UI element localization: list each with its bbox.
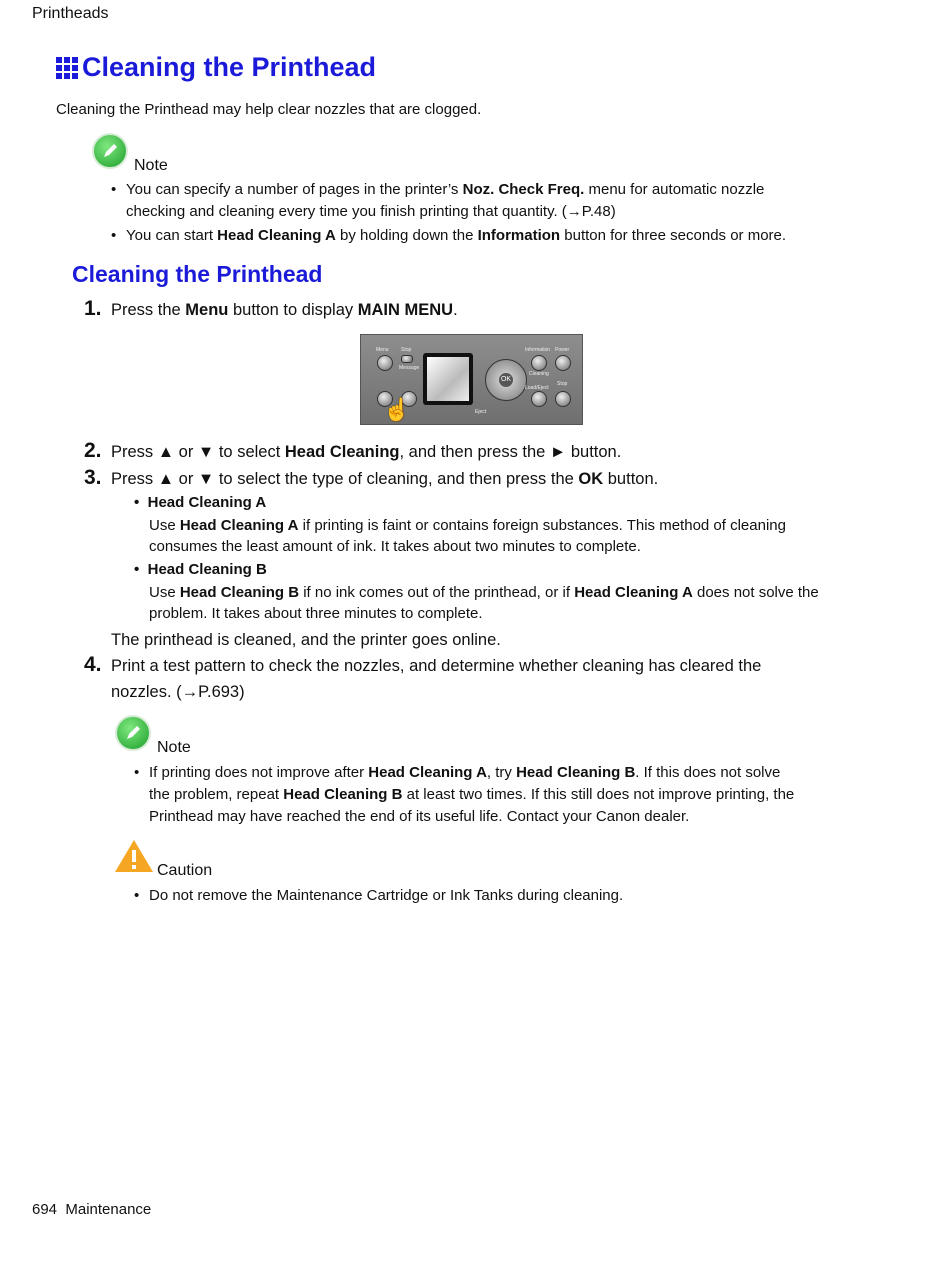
step-number: 2.: [84, 439, 102, 462]
button-name: Menu: [185, 301, 229, 319]
option-name: Head Cleaning A: [179, 517, 299, 534]
text: menu for automatic nozzle: [584, 181, 765, 198]
text: . If this does not solve: [635, 764, 781, 781]
option-heading: [134, 561, 267, 578]
page-title-text: Cleaning the Printhead: [82, 52, 377, 82]
note-bullet: [111, 179, 846, 223]
ok-label: OK: [499, 373, 513, 387]
option-description: [149, 515, 849, 557]
button-name: Information: [477, 227, 561, 244]
panel-button: [531, 391, 547, 407]
menu-name: Head Cleaning: [284, 443, 400, 461]
caution-label: Caution: [157, 862, 213, 879]
panel-label: Stop: [401, 347, 412, 353]
note-label: Note: [157, 739, 191, 756]
page-number: 694: [32, 1201, 58, 1218]
text: consumes the least amount of ink. It takes about two minutes to complete.: [149, 538, 641, 555]
bullet-dot: •: [134, 494, 140, 511]
note-pencil-icon: [92, 133, 128, 169]
panel-label: Eject: [475, 409, 487, 415]
text: Press ▲ or ▼ to select: [111, 443, 285, 461]
text: problem. It takes about three minutes to complete.: [149, 605, 483, 622]
option-description: [149, 582, 869, 624]
text: by holding down the: [335, 227, 478, 244]
text: Use: [149, 584, 180, 601]
panel-label: Information: [525, 347, 551, 353]
step-text: [111, 297, 458, 323]
step-text: [111, 466, 658, 492]
bullet-dot: •: [134, 887, 140, 904]
panel-display: [423, 353, 473, 405]
panel-label: Load/Eject: [525, 385, 549, 391]
running-header: Printheads: [32, 5, 109, 22]
text: the problem, repeat: [149, 786, 284, 803]
control-panel-illustration: [360, 334, 583, 425]
text: You can start: [126, 227, 218, 244]
text: does not solve the: [692, 584, 819, 601]
note-bullet: [111, 225, 846, 247]
bullet-dot: •: [111, 227, 117, 244]
text: button to display: [228, 301, 358, 319]
option-name: Head Cleaning B: [516, 764, 636, 781]
text: at least two times. If this still does not improve printing, the: [402, 786, 795, 803]
step-number: 4.: [84, 653, 102, 676]
step-number: 3.: [84, 466, 102, 489]
bullet-dot: •: [111, 181, 117, 198]
option-title: Head Cleaning B: [147, 561, 267, 578]
menu-name: MAIN MENU: [357, 301, 454, 319]
text: nozzles. (→P.693): [111, 683, 245, 701]
text: Print a test pattern to check the nozzles, and determine whether cleaning has cleared the: [111, 657, 762, 675]
caution-warning-icon: [113, 838, 155, 874]
text: if no ink comes out of the printhead, or if: [299, 584, 575, 601]
panel-dial: [485, 359, 527, 401]
text: , try: [486, 764, 517, 781]
option-name: Head Cleaning A: [368, 764, 487, 781]
text: If printing does not improve after: [149, 764, 369, 781]
intro-text: Cleaning the Printhead may help clear nozzles that are clogged.: [56, 101, 482, 118]
bullet-dot: •: [134, 764, 140, 781]
panel-power-button: [555, 355, 571, 371]
footer-section: Maintenance: [65, 1201, 152, 1218]
panel-label: Menu: [376, 347, 389, 353]
text: button for three seconds or more.: [560, 227, 787, 244]
text: Press the: [111, 301, 186, 319]
text: .: [453, 301, 458, 319]
note-pencil-icon: [115, 715, 151, 751]
bullet-dot: •: [134, 561, 140, 578]
note-bullet: [134, 762, 849, 828]
caution-bullet: [134, 885, 849, 907]
panel-label: Message: [399, 365, 420, 371]
option-name: Head Cleaning A: [574, 584, 693, 601]
page-footer: [32, 1201, 151, 1218]
grid-icon: [56, 57, 78, 79]
text: checking and cleaning every time you finish printing that quantity. (→P.48): [126, 203, 616, 220]
panel-label: Cleaning: [529, 371, 549, 377]
option-title: Head Cleaning A: [147, 494, 267, 511]
text: You can specify a number of pages in the printer’s: [126, 181, 463, 198]
step-number: 1.: [84, 297, 102, 320]
panel-button: [555, 391, 571, 407]
option-name: Head Cleaning B: [179, 584, 300, 601]
text: Press ▲ or ▼ to select the type of cleaning, and then press the: [111, 470, 579, 488]
text: , and then press the ► button.: [399, 443, 622, 461]
pointing-hand-icon: ☝: [383, 397, 411, 422]
step-text: [111, 653, 831, 705]
text: Do not remove the Maintenance Cartridge or Ink Tanks during cleaning.: [149, 887, 624, 904]
option-heading: [134, 494, 266, 511]
menu-name: Noz. Check Freq.: [462, 181, 585, 198]
section-heading: Cleaning the Printhead: [72, 261, 323, 287]
page-title: [56, 52, 376, 83]
text: button.: [603, 470, 659, 488]
text: if printing is faint or contains foreign substances. This method of cleaning: [298, 517, 786, 534]
panel-button: [377, 355, 393, 371]
text: Printhead may have reached the end of its useful life. Contact your Canon dealer.: [149, 808, 690, 825]
text: Use: [149, 517, 180, 534]
panel-label: Stop: [557, 381, 568, 387]
note-label: Note: [134, 157, 168, 174]
step-text: [111, 439, 621, 465]
panel-button: [401, 355, 413, 363]
button-name: OK: [578, 470, 604, 488]
result-text: The printhead is cleaned, and the printer goes online.: [111, 631, 501, 649]
option-name: Head Cleaning A: [217, 227, 336, 244]
option-name: Head Cleaning B: [283, 786, 403, 803]
panel-button: [531, 355, 547, 371]
panel-label: Power: [555, 347, 570, 353]
